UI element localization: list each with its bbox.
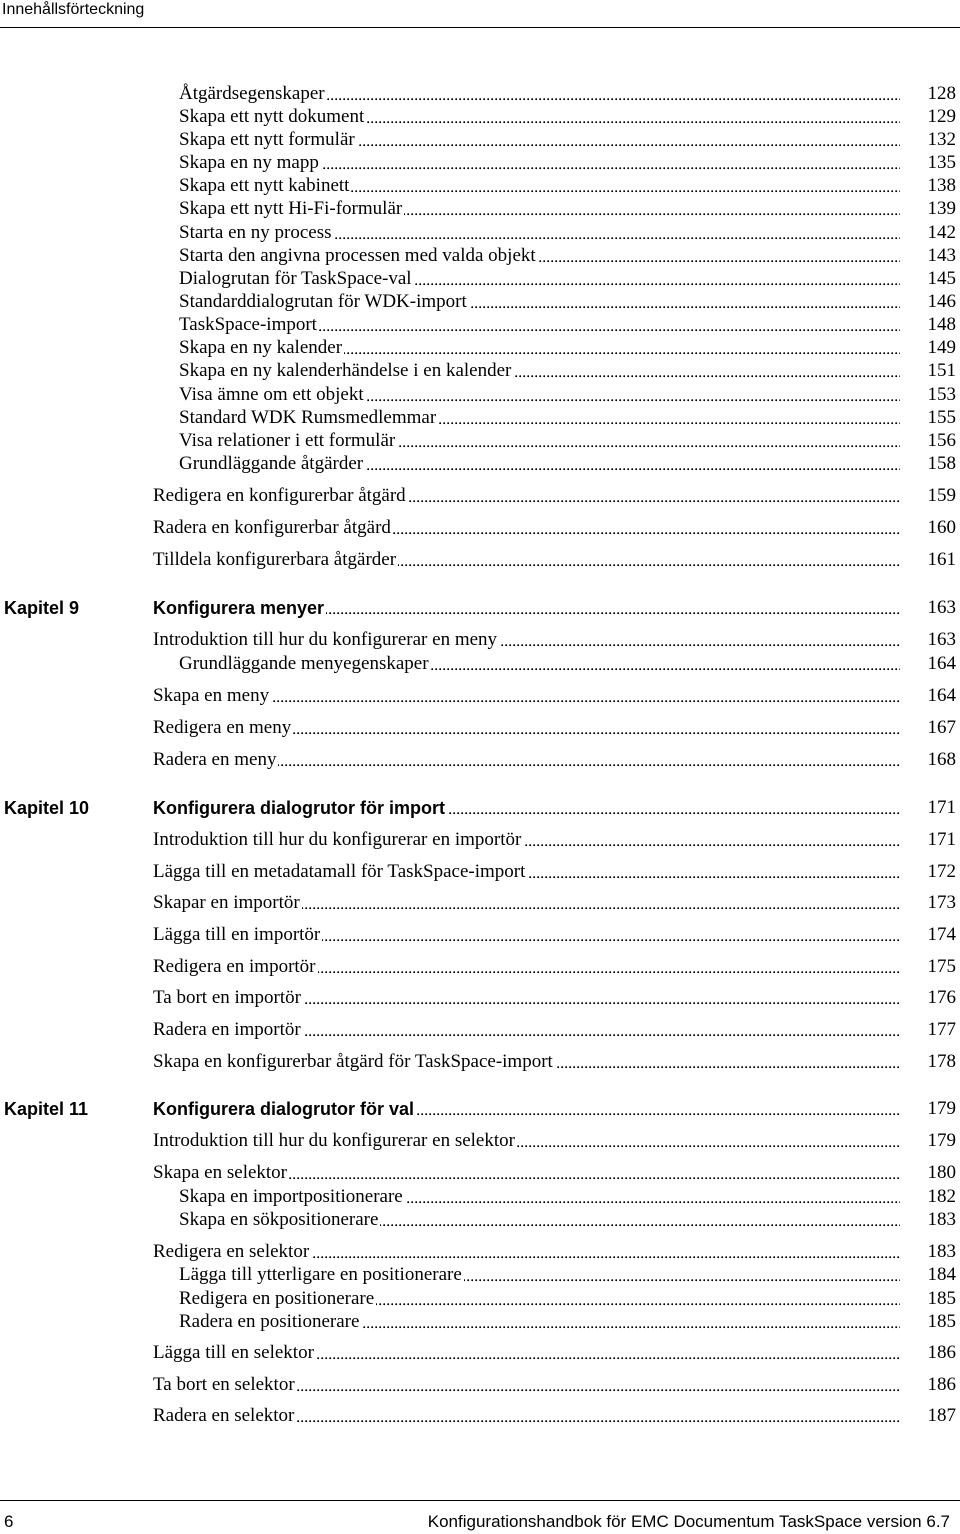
toc-entry[interactable] [0, 986, 960, 1010]
toc-page-number: 149 [927, 337, 956, 358]
toc-page-number: 146 [927, 291, 956, 312]
toc-entry-label: Dialogrutan för TaskSpace-val [179, 268, 412, 289]
toc-entry-label: Lägga till en importör [153, 924, 321, 945]
toc-entry[interactable] [0, 244, 960, 268]
toc-entry-label: Redigera en meny [153, 717, 292, 738]
toc-entry-title[interactable] [179, 383, 900, 407]
toc-entry-title[interactable] [153, 923, 900, 947]
toc-page-number: 163 [927, 597, 956, 618]
toc-page-number: 138 [927, 175, 956, 196]
toc-entry-title[interactable] [153, 1050, 900, 1074]
toc-page-number: 139 [927, 198, 956, 219]
toc-entry-label: Grundläggande menyegenskaper [179, 653, 429, 674]
toc-entry-title[interactable] [179, 1287, 900, 1311]
toc-entry-title[interactable] [179, 429, 900, 453]
toc-entry-title[interactable] [153, 1373, 900, 1397]
toc-entry-title[interactable] [179, 359, 900, 383]
toc-entry-label: Tilldela konfigurerbara åtgärder [153, 549, 397, 570]
toc-page-number: 179 [927, 1098, 956, 1119]
toc-entry-label: Visa relationer i ett formulär [179, 430, 396, 451]
toc-entry-title[interactable] [179, 652, 900, 676]
toc-entry-label: Redigera en importör [153, 956, 316, 977]
toc-page-number: 182 [927, 1186, 956, 1207]
toc-entry-title[interactable] [179, 313, 900, 337]
toc-entry-label: Visa ämne om ett objekt [179, 384, 364, 405]
toc-entry-label: Konfigurera dialogrutor för val [153, 1099, 415, 1119]
footer-book-title: Konfigurationshandbok för EMC Documentum TaskSpace version 6.7 [427, 1512, 950, 1531]
toc-entry[interactable] [0, 516, 960, 540]
toc-entry-title[interactable] [153, 716, 900, 740]
toc-entry-label: Konfigurera dialogrutor för import [153, 798, 445, 818]
toc-entry-title[interactable] [179, 406, 900, 430]
toc-entry-title[interactable] [179, 174, 900, 198]
toc-entry-label: Skapa ett nytt Hi-Fi-formulär [179, 198, 403, 219]
toc-entry[interactable] [0, 923, 960, 947]
toc-entry-label: Redigera en konfigurerbar åtgärd [153, 485, 406, 506]
toc-entry[interactable] [0, 628, 960, 652]
toc-entry-label: Starta en ny process [179, 222, 332, 243]
toc-entry-label: Redigera en selektor [153, 1241, 310, 1262]
toc-entry-label: Skapa en sökpositionerare [179, 1209, 379, 1230]
toc-page-number: 186 [927, 1342, 956, 1363]
toc-page-number: 156 [927, 430, 956, 451]
toc-entry-label: Standarddialogrutan för WDK-import [179, 291, 467, 312]
toc-entry[interactable] [0, 484, 960, 508]
toc-entry[interactable] [0, 1185, 960, 1209]
toc-entry-label: Grundläggande åtgärder [179, 453, 364, 474]
toc-page-number: 159 [927, 485, 956, 506]
toc-entry-label: Skapa en ny mapp [179, 152, 319, 173]
toc-entry[interactable] [0, 828, 960, 852]
toc-entry-title[interactable] [179, 1310, 900, 1334]
toc-page-number: 143 [927, 245, 956, 266]
toc-entry[interactable] [0, 1263, 960, 1287]
toc-page-number: 161 [927, 549, 956, 570]
toc-page-number: 171 [927, 829, 956, 850]
toc-entry[interactable] [0, 336, 960, 360]
toc-page-number: 183 [927, 1209, 956, 1230]
toc-entry[interactable] [0, 955, 960, 979]
toc-entry[interactable] [0, 174, 960, 198]
running-header: Innehållsförteckning [2, 1, 145, 18]
toc-entry[interactable] [0, 1208, 960, 1232]
toc-page-number: 183 [927, 1241, 956, 1262]
toc-page-number: 153 [927, 384, 956, 405]
toc-page-number: 129 [927, 106, 956, 127]
toc-page-number: 167 [927, 717, 956, 738]
toc-entry-title[interactable] [179, 128, 900, 152]
toc-entry-label: Radera en konfigurerbar åtgärd [153, 517, 391, 538]
toc-page-number: 184 [927, 1264, 956, 1285]
toc-entry-title[interactable] [179, 267, 900, 291]
toc-entry-title[interactable] [179, 221, 900, 245]
toc-entry[interactable] [0, 128, 960, 152]
toc-page-number: 180 [927, 1162, 956, 1183]
chapter-label: Kapitel 10 [4, 798, 90, 818]
toc-entry-title[interactable] [153, 1404, 900, 1428]
toc-entry-label: Radera en positionerare [179, 1311, 360, 1332]
chapter-label: Kapitel 11 [4, 1099, 89, 1119]
toc-page-number: 171 [927, 797, 956, 818]
toc-entry-label: Skapa en importpositionerare [179, 1186, 403, 1207]
toc-page-number: 142 [927, 222, 956, 243]
toc-entry-title[interactable] [153, 484, 900, 508]
toc-entry-title[interactable] [153, 1129, 900, 1153]
toc-entry-title[interactable] [153, 1097, 900, 1121]
toc-entry-label: Åtgärdsegenskaper [179, 83, 325, 104]
toc-entry[interactable] [0, 383, 960, 407]
toc-entry-title[interactable] [179, 452, 900, 476]
toc-page-number: 185 [927, 1288, 956, 1309]
toc-entry-title[interactable] [153, 1240, 900, 1264]
toc-entry[interactable] [0, 359, 960, 383]
toc-entry-title[interactable] [153, 1018, 900, 1042]
toc-entry-label: Lägga till en selektor [153, 1342, 314, 1363]
toc-entry[interactable] [0, 290, 960, 314]
toc-entry-title[interactable] [153, 628, 900, 652]
toc-entry[interactable] [0, 452, 960, 476]
toc-entry[interactable] [0, 151, 960, 175]
toc-entry-label: Skapa ett nytt dokument [179, 106, 365, 127]
toc-page-number: 158 [927, 453, 956, 474]
toc-entry-title[interactable] [179, 1208, 900, 1232]
toc-entry-title[interactable] [153, 516, 900, 540]
toc-page-number: 175 [927, 956, 956, 977]
toc-page-number: 178 [927, 1051, 956, 1072]
toc-entry-label: Lägga till ytterligare en positionerare [179, 1264, 462, 1285]
toc-entry[interactable] [0, 429, 960, 453]
toc-entry-title[interactable] [153, 828, 900, 852]
toc-entry[interactable] [0, 716, 960, 740]
toc-page-number: 177 [927, 1019, 956, 1040]
toc-entry-label: Radera en meny [153, 749, 277, 770]
footer-page-number: 6 [4, 1512, 14, 1531]
toc-entry[interactable] [0, 1287, 960, 1311]
toc-entry-label: Radera en selektor [153, 1405, 295, 1426]
toc-entry-title[interactable] [179, 336, 900, 360]
toc-entry-label: Ta bort en importör [153, 987, 301, 1008]
toc-entry-label: Introduktion till hur du konfigurerar en selektor [153, 1130, 515, 1151]
toc-page-number: 187 [927, 1405, 956, 1426]
toc-page-number: 135 [927, 152, 956, 173]
toc-entry-label: Skapa ett nytt kabinett [179, 175, 350, 196]
toc-entry-title[interactable] [153, 684, 900, 708]
toc-entry-title[interactable] [153, 860, 900, 884]
toc-entry-title[interactable] [153, 986, 900, 1010]
toc-chapter-row[interactable] [0, 796, 960, 820]
toc-page-number: 164 [927, 653, 956, 674]
toc-page-number: 151 [927, 360, 956, 381]
toc-entry-title[interactable] [179, 244, 900, 268]
toc-entry[interactable] [0, 652, 960, 676]
toc-entry[interactable] [0, 860, 960, 884]
toc-entry-title[interactable] [179, 197, 900, 221]
toc-entry-label: Starta den angivna processen med valda objekt [179, 245, 536, 266]
toc-entry-label: Skapa ett nytt formulär [179, 129, 355, 150]
toc-page-number: 145 [927, 268, 956, 289]
toc-entry-label: Standard WDK Rumsmedlemmar [179, 407, 437, 428]
toc-entry[interactable] [0, 1018, 960, 1042]
toc-entry-title[interactable] [179, 151, 900, 175]
toc-page-number: 176 [927, 987, 956, 1008]
toc-entry[interactable] [0, 548, 960, 572]
toc-entry[interactable] [0, 1404, 960, 1428]
toc-entry-title[interactable] [153, 1161, 900, 1185]
toc-entry-label: TaskSpace-import [179, 314, 317, 335]
toc-entry[interactable] [0, 82, 960, 106]
footer-rule [0, 1500, 960, 1501]
toc-entry-title[interactable] [153, 748, 900, 772]
chapter-label: Kapitel 9 [4, 598, 80, 618]
toc-entry[interactable] [0, 1341, 960, 1365]
toc-entry-title[interactable] [153, 891, 900, 915]
toc-page-number: 179 [927, 1130, 956, 1151]
toc-page-number: 132 [927, 129, 956, 150]
toc-entry-title[interactable] [153, 796, 900, 820]
toc-entry-title[interactable] [179, 1263, 900, 1287]
toc-entry-label: Skapa en meny [153, 685, 270, 706]
toc-entry-label: Radera en importör [153, 1019, 301, 1040]
toc-entry-title[interactable] [153, 596, 900, 620]
toc-entry[interactable] [0, 684, 960, 708]
toc-entry-title[interactable] [179, 82, 900, 106]
header-rule [0, 27, 960, 28]
toc-entry-title[interactable] [153, 955, 900, 979]
toc-entry-label: Skapa en selektor [153, 1162, 288, 1183]
toc-page-number: 163 [927, 629, 956, 650]
toc-entry[interactable] [0, 221, 960, 245]
toc-entry-label: Introduktion till hur du konfigurerar en meny [153, 629, 498, 650]
toc-entry[interactable] [0, 1373, 960, 1397]
toc-page-number: 164 [927, 685, 956, 706]
toc-entry[interactable] [0, 1240, 960, 1264]
toc-entry-title[interactable] [179, 290, 900, 314]
toc-entry[interactable] [0, 197, 960, 221]
toc-entry-title[interactable] [153, 548, 900, 572]
toc-entry[interactable] [0, 1129, 960, 1153]
toc-entry[interactable] [0, 267, 960, 291]
toc-entry-title[interactable] [179, 105, 900, 129]
toc-entry-title[interactable] [179, 1185, 900, 1209]
toc-entry-label: Ta bort en selektor [153, 1374, 295, 1395]
toc-page-number: 185 [927, 1311, 956, 1332]
toc-page-number: 173 [927, 892, 956, 913]
toc-entry-label: Redigera en positionerare [179, 1288, 375, 1309]
toc-entry[interactable] [0, 1050, 960, 1074]
toc-entry-label: Lägga till en metadatamall för TaskSpace-import [153, 861, 526, 882]
toc-entry[interactable] [0, 406, 960, 430]
toc-entry[interactable] [0, 748, 960, 772]
toc-page-number: 172 [927, 861, 956, 882]
toc-page-number: 174 [927, 924, 956, 945]
toc-entry-label: Konfigurera menyer [153, 598, 325, 618]
toc-entry-title[interactable] [153, 1341, 900, 1365]
toc-page-number: 160 [927, 517, 956, 538]
toc-page-number: 128 [927, 83, 956, 104]
toc-entry-label: Skapa en konfigurerbar åtgärd för TaskSpace-import [153, 1051, 553, 1072]
toc-entry[interactable] [0, 105, 960, 129]
toc-entry-label: Skapar en importör [153, 892, 300, 913]
toc-entry[interactable] [0, 1310, 960, 1334]
toc-chapter-row[interactable] [0, 596, 960, 620]
toc-page-number: 168 [927, 749, 956, 770]
toc-page-number: 186 [927, 1374, 956, 1395]
toc-entry[interactable] [0, 1161, 960, 1185]
toc-entry-label: Skapa en ny kalender [179, 337, 343, 358]
toc-chapter-row[interactable] [0, 1097, 960, 1121]
toc-entry[interactable] [0, 313, 960, 337]
toc-entry[interactable] [0, 891, 960, 915]
toc-page-number: 155 [927, 407, 956, 428]
toc-entry-label: Skapa en ny kalenderhändelse i en kalender [179, 360, 512, 381]
toc-entry-label: Introduktion till hur du konfigurerar en importör [153, 829, 522, 850]
toc-page-number: 148 [927, 314, 956, 335]
